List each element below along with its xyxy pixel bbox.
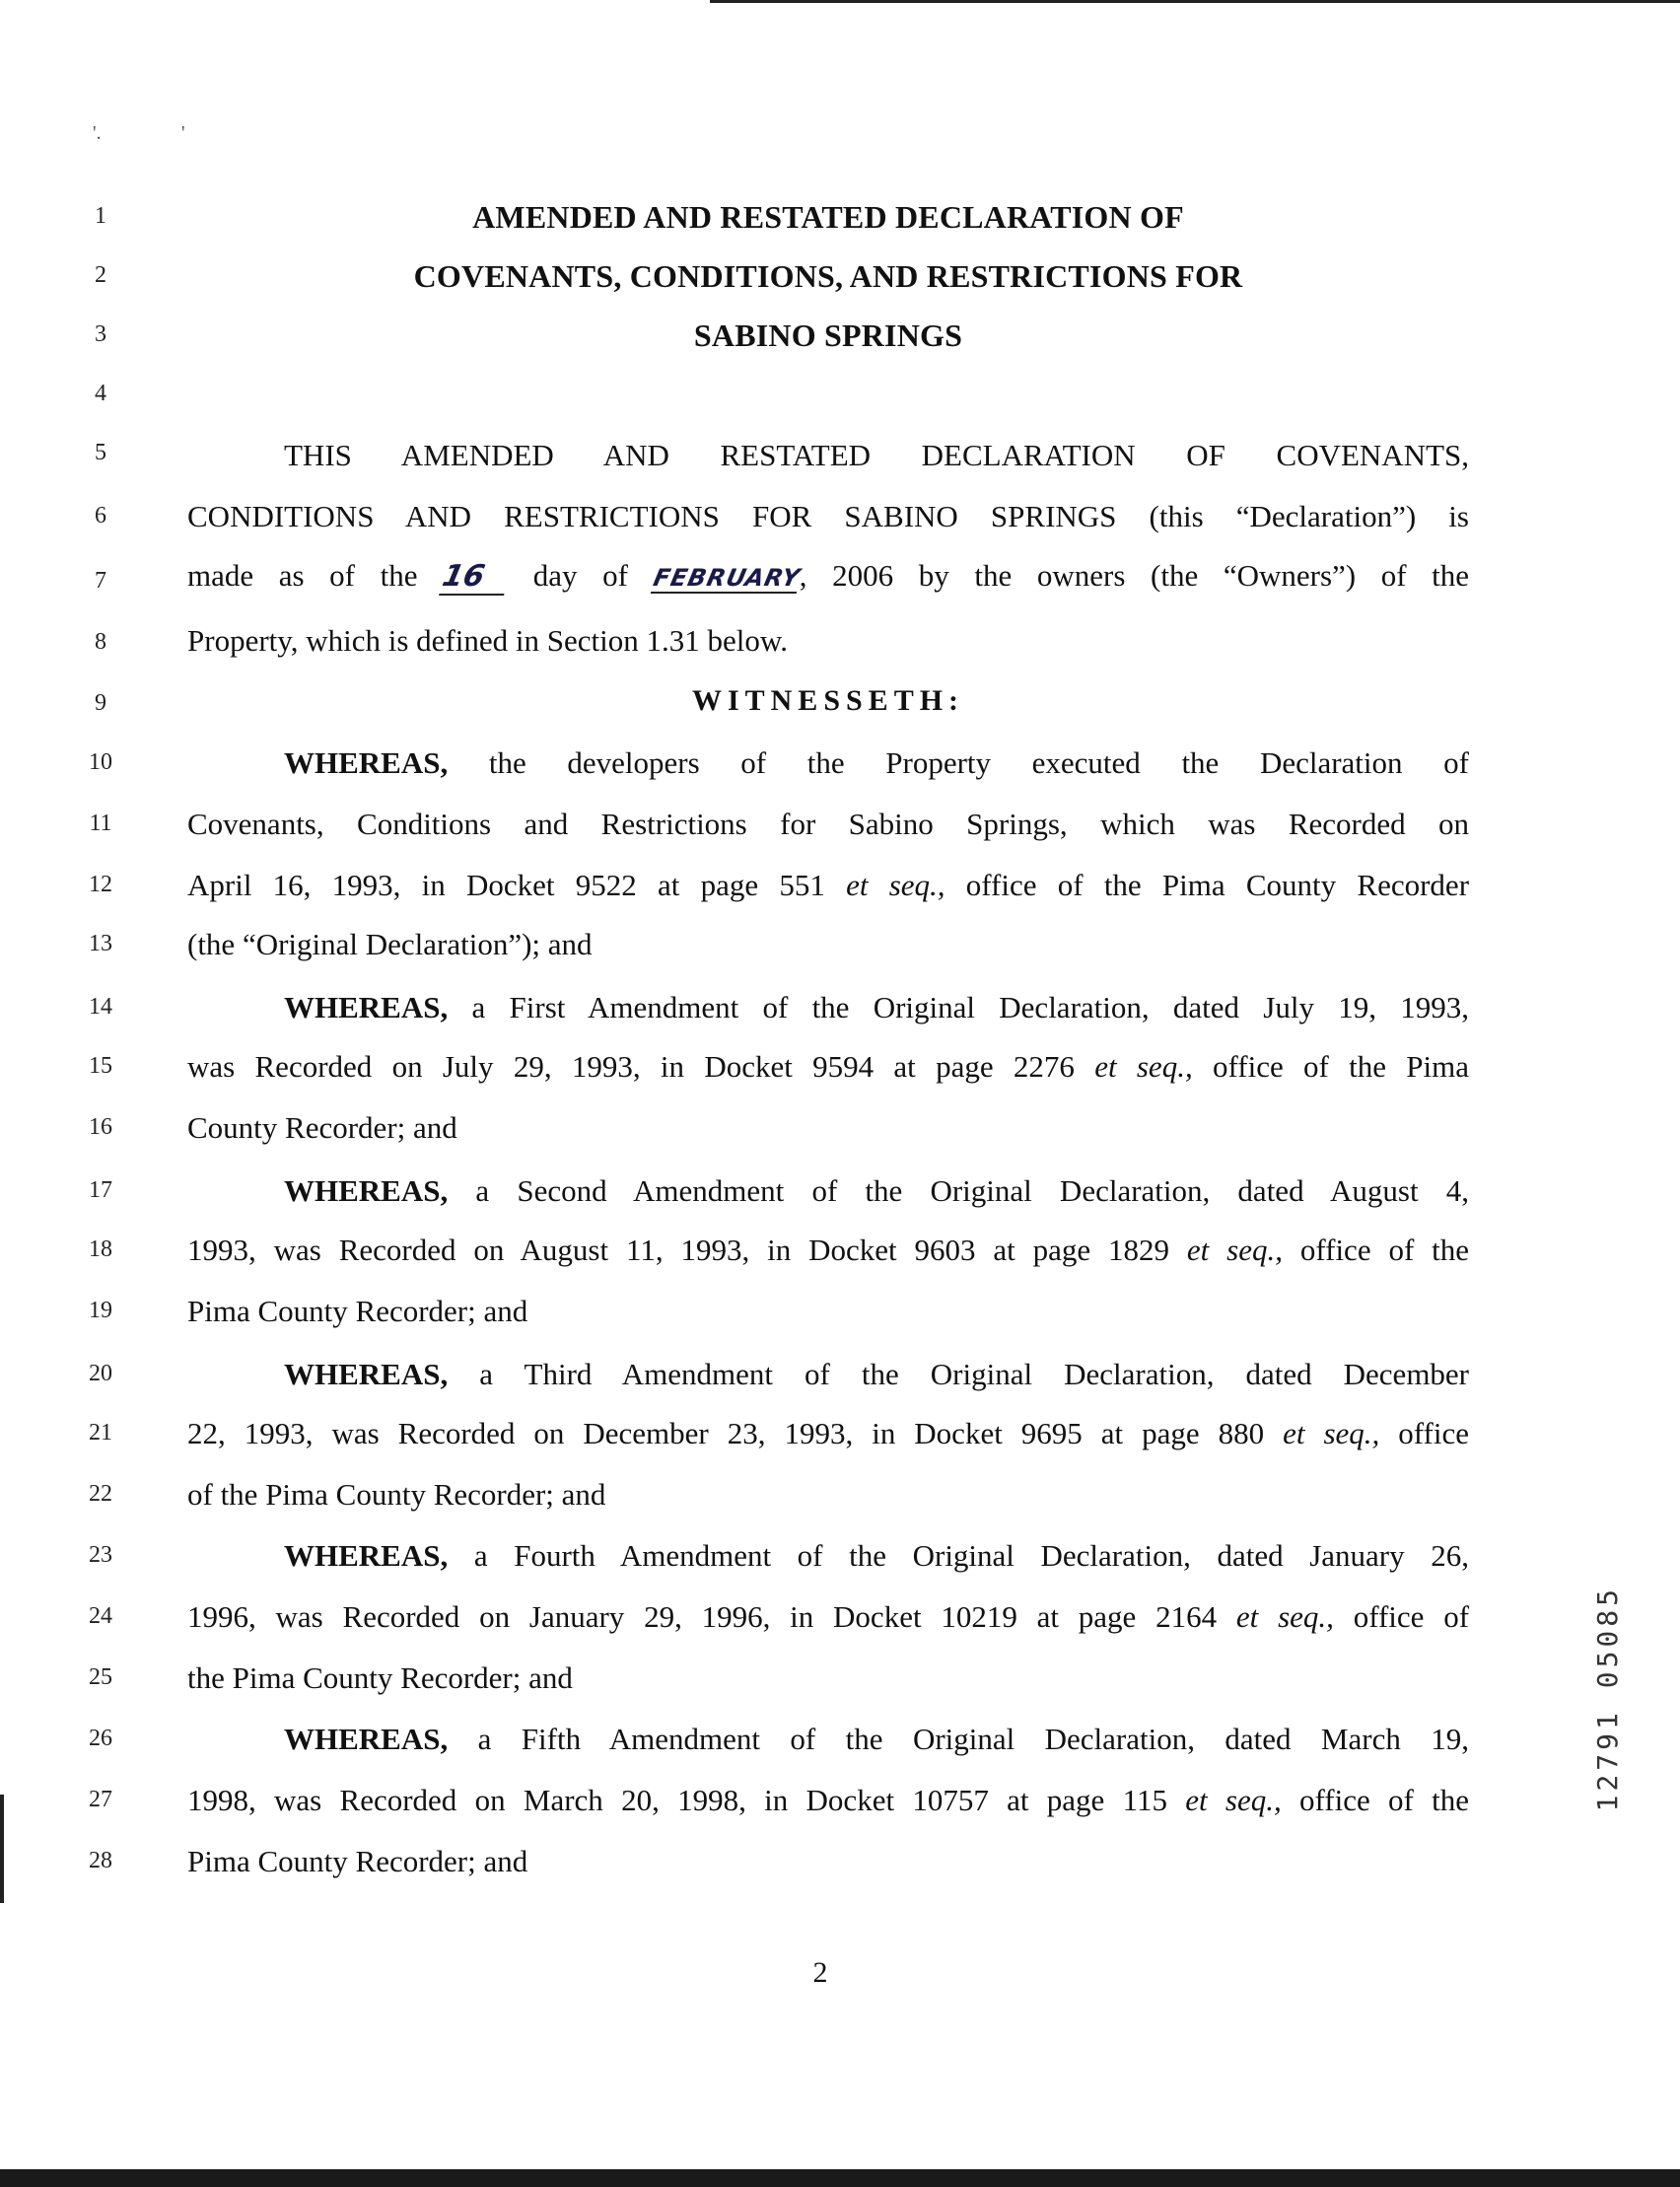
line-number: 5	[95, 440, 106, 465]
scan-mark: '.	[93, 122, 102, 144]
line-number: 7	[95, 568, 106, 594]
line-number: 25	[89, 1664, 112, 1690]
document-title-line-2: COVENANTS, CONDITIONS, AND RESTRICTIONS FOR	[413, 258, 1243, 294]
recital-text: April 16, 1993, in Docket 9522 at page 551	[187, 868, 825, 902]
recital-5-line-25: the Pima County Recorder; and	[187, 1660, 573, 1695]
recital-6-line-27	[187, 1783, 1469, 1818]
recital-1-line-13: (the “Original Declaration”); and	[187, 927, 593, 961]
et-seq: et seq.,	[846, 868, 945, 902]
recital-4-line-20	[187, 1357, 1469, 1392]
line-number: 8	[95, 629, 106, 655]
recital-2-line-14	[187, 990, 1469, 1025]
line-number: 11	[89, 811, 112, 836]
line-number: 14	[89, 994, 112, 1020]
recital-text: office of the	[1299, 1233, 1470, 1267]
left-edge-mark	[0, 1795, 4, 1903]
intro-text: made as of the	[187, 558, 418, 593]
recital-2-line-16: County Recorder; and	[187, 1110, 457, 1145]
recital-1-line-12	[187, 868, 1469, 903]
recital-text: a Fourth Amendment of the Original Declaration, dated January 26,	[473, 1538, 1469, 1573]
line-number: 4	[95, 381, 106, 406]
document-title-line-3: SABINO SPRINGS	[693, 317, 963, 353]
line-number: 17	[89, 1177, 112, 1203]
recital-text: 1993, was Recorded on August 11, 1993, in Docket 9603 at page 1829	[187, 1233, 1169, 1267]
line-number: 23	[89, 1542, 112, 1568]
witnesseth-heading: WITNESSETH:	[691, 684, 965, 717]
intro-text: , 2006 by the owners (the “Owners”) of the	[799, 558, 1470, 593]
line-number: 27	[89, 1787, 112, 1812]
recording-docket-stamp: 12791 05085	[1591, 1586, 1624, 1812]
et-seq: et seq.,	[1186, 1233, 1283, 1267]
recital-6-line-28: Pima County Recorder; and	[187, 1844, 528, 1878]
line-number: 6	[95, 503, 106, 529]
line-number: 20	[89, 1361, 112, 1386]
recital-6-line-26	[187, 1722, 1469, 1757]
recital-text: a First Amendment of the Original Declaration, dated July 19, 1993,	[471, 990, 1470, 1024]
recital-1-line-10	[187, 745, 1469, 781]
handwritten-day: 16	[439, 559, 512, 596]
recital-3-line-17	[187, 1173, 1469, 1209]
intro-line-8: Property, which is defined in Section 1.31 below.	[187, 623, 788, 658]
recital-text: office of the Pima County Recorder	[965, 868, 1470, 902]
recital-text: office	[1398, 1416, 1470, 1450]
line-number: 28	[89, 1848, 112, 1873]
line-number: 26	[89, 1726, 112, 1751]
recital-text: the developers of the Property executed the Declaration of	[488, 745, 1469, 780]
scan-mark: '	[181, 122, 185, 144]
whereas-label: WHEREAS,	[284, 1173, 449, 1208]
recital-text: office of	[1353, 1599, 1470, 1634]
line-number: 15	[89, 1053, 112, 1079]
line-number: 10	[89, 749, 112, 775]
line-number: 21	[89, 1420, 112, 1446]
whereas-label: WHEREAS,	[284, 745, 449, 780]
page-number: 2	[812, 1956, 828, 1989]
recital-text: office of the Pima	[1213, 1049, 1470, 1084]
recital-text: 1996, was Recorded on January 29, 1996, in Docket 10219 at page 2164	[187, 1599, 1218, 1634]
recital-2-line-15	[187, 1049, 1469, 1085]
line-number: 18	[89, 1236, 112, 1262]
document-title-line-1: AMENDED AND RESTATED DECLARATION OF	[472, 199, 1184, 235]
et-seq: et seq.,	[1094, 1049, 1193, 1084]
intro-line-6: CONDITIONS AND RESTRICTIONS FOR SABINO SPRINGS (this “Declaration”) is	[187, 499, 1469, 533]
bottom-border-rule	[0, 2169, 1680, 2187]
recital-1-line-11: Covenants, Conditions and Restrictions for Sabino Springs, which was Recorded on	[187, 807, 1469, 841]
intro-text: day of	[532, 558, 628, 593]
line-number: 1	[95, 203, 106, 229]
whereas-label: WHEREAS,	[284, 1722, 449, 1756]
line-number: 9	[95, 690, 106, 716]
line-number: 22	[89, 1481, 112, 1507]
recital-4-line-22: of the Pima County Recorder; and	[187, 1477, 606, 1512]
recital-text: a Fifth Amendment of the Original Declaration, dated March 19,	[477, 1722, 1469, 1756]
line-number: 19	[89, 1298, 112, 1323]
et-seq: et seq.,	[1185, 1783, 1282, 1817]
recital-3-line-18	[187, 1233, 1469, 1268]
line-number: 2	[95, 262, 106, 288]
recital-4-line-21	[187, 1416, 1469, 1451]
recital-text: was Recorded on July 29, 1993, in Docket 9594 at page 2276	[187, 1049, 1075, 1084]
intro-line-7	[187, 558, 1469, 596]
top-border-rule	[710, 0, 1680, 3]
et-seq: et seq.,	[1283, 1416, 1380, 1450]
et-seq: et seq.,	[1235, 1599, 1334, 1634]
recital-5-line-24	[187, 1599, 1469, 1635]
recital-text: a Second Amendment of the Original Declaration, dated August 4,	[475, 1173, 1469, 1208]
recital-5-line-23	[187, 1538, 1469, 1574]
handwritten-month: FEBRUARY	[650, 564, 803, 592]
line-number: 12	[89, 872, 112, 897]
line-number: 13	[89, 931, 112, 956]
recital-text: a Third Amendment of the Original Declaration, dated December	[479, 1357, 1470, 1391]
recital-text: office of the	[1299, 1783, 1470, 1817]
recital-text: 22, 1993, was Recorded on December 23, 1993, in Docket 9695 at page 880	[187, 1416, 1265, 1450]
whereas-label: WHEREAS,	[284, 1538, 449, 1573]
recital-3-line-19: Pima County Recorder; and	[187, 1294, 528, 1328]
whereas-label: WHEREAS,	[284, 990, 449, 1024]
line-number: 3	[95, 321, 106, 347]
line-number: 16	[89, 1114, 112, 1140]
line-number: 24	[89, 1603, 112, 1629]
recital-text: 1998, was Recorded on March 20, 1998, in Docket 10757 at page 115	[187, 1783, 1167, 1817]
whereas-label: WHEREAS,	[284, 1357, 449, 1391]
intro-line-5: THIS AMENDED AND RESTATED DECLARATION OF COVENANTS,	[284, 438, 1469, 472]
